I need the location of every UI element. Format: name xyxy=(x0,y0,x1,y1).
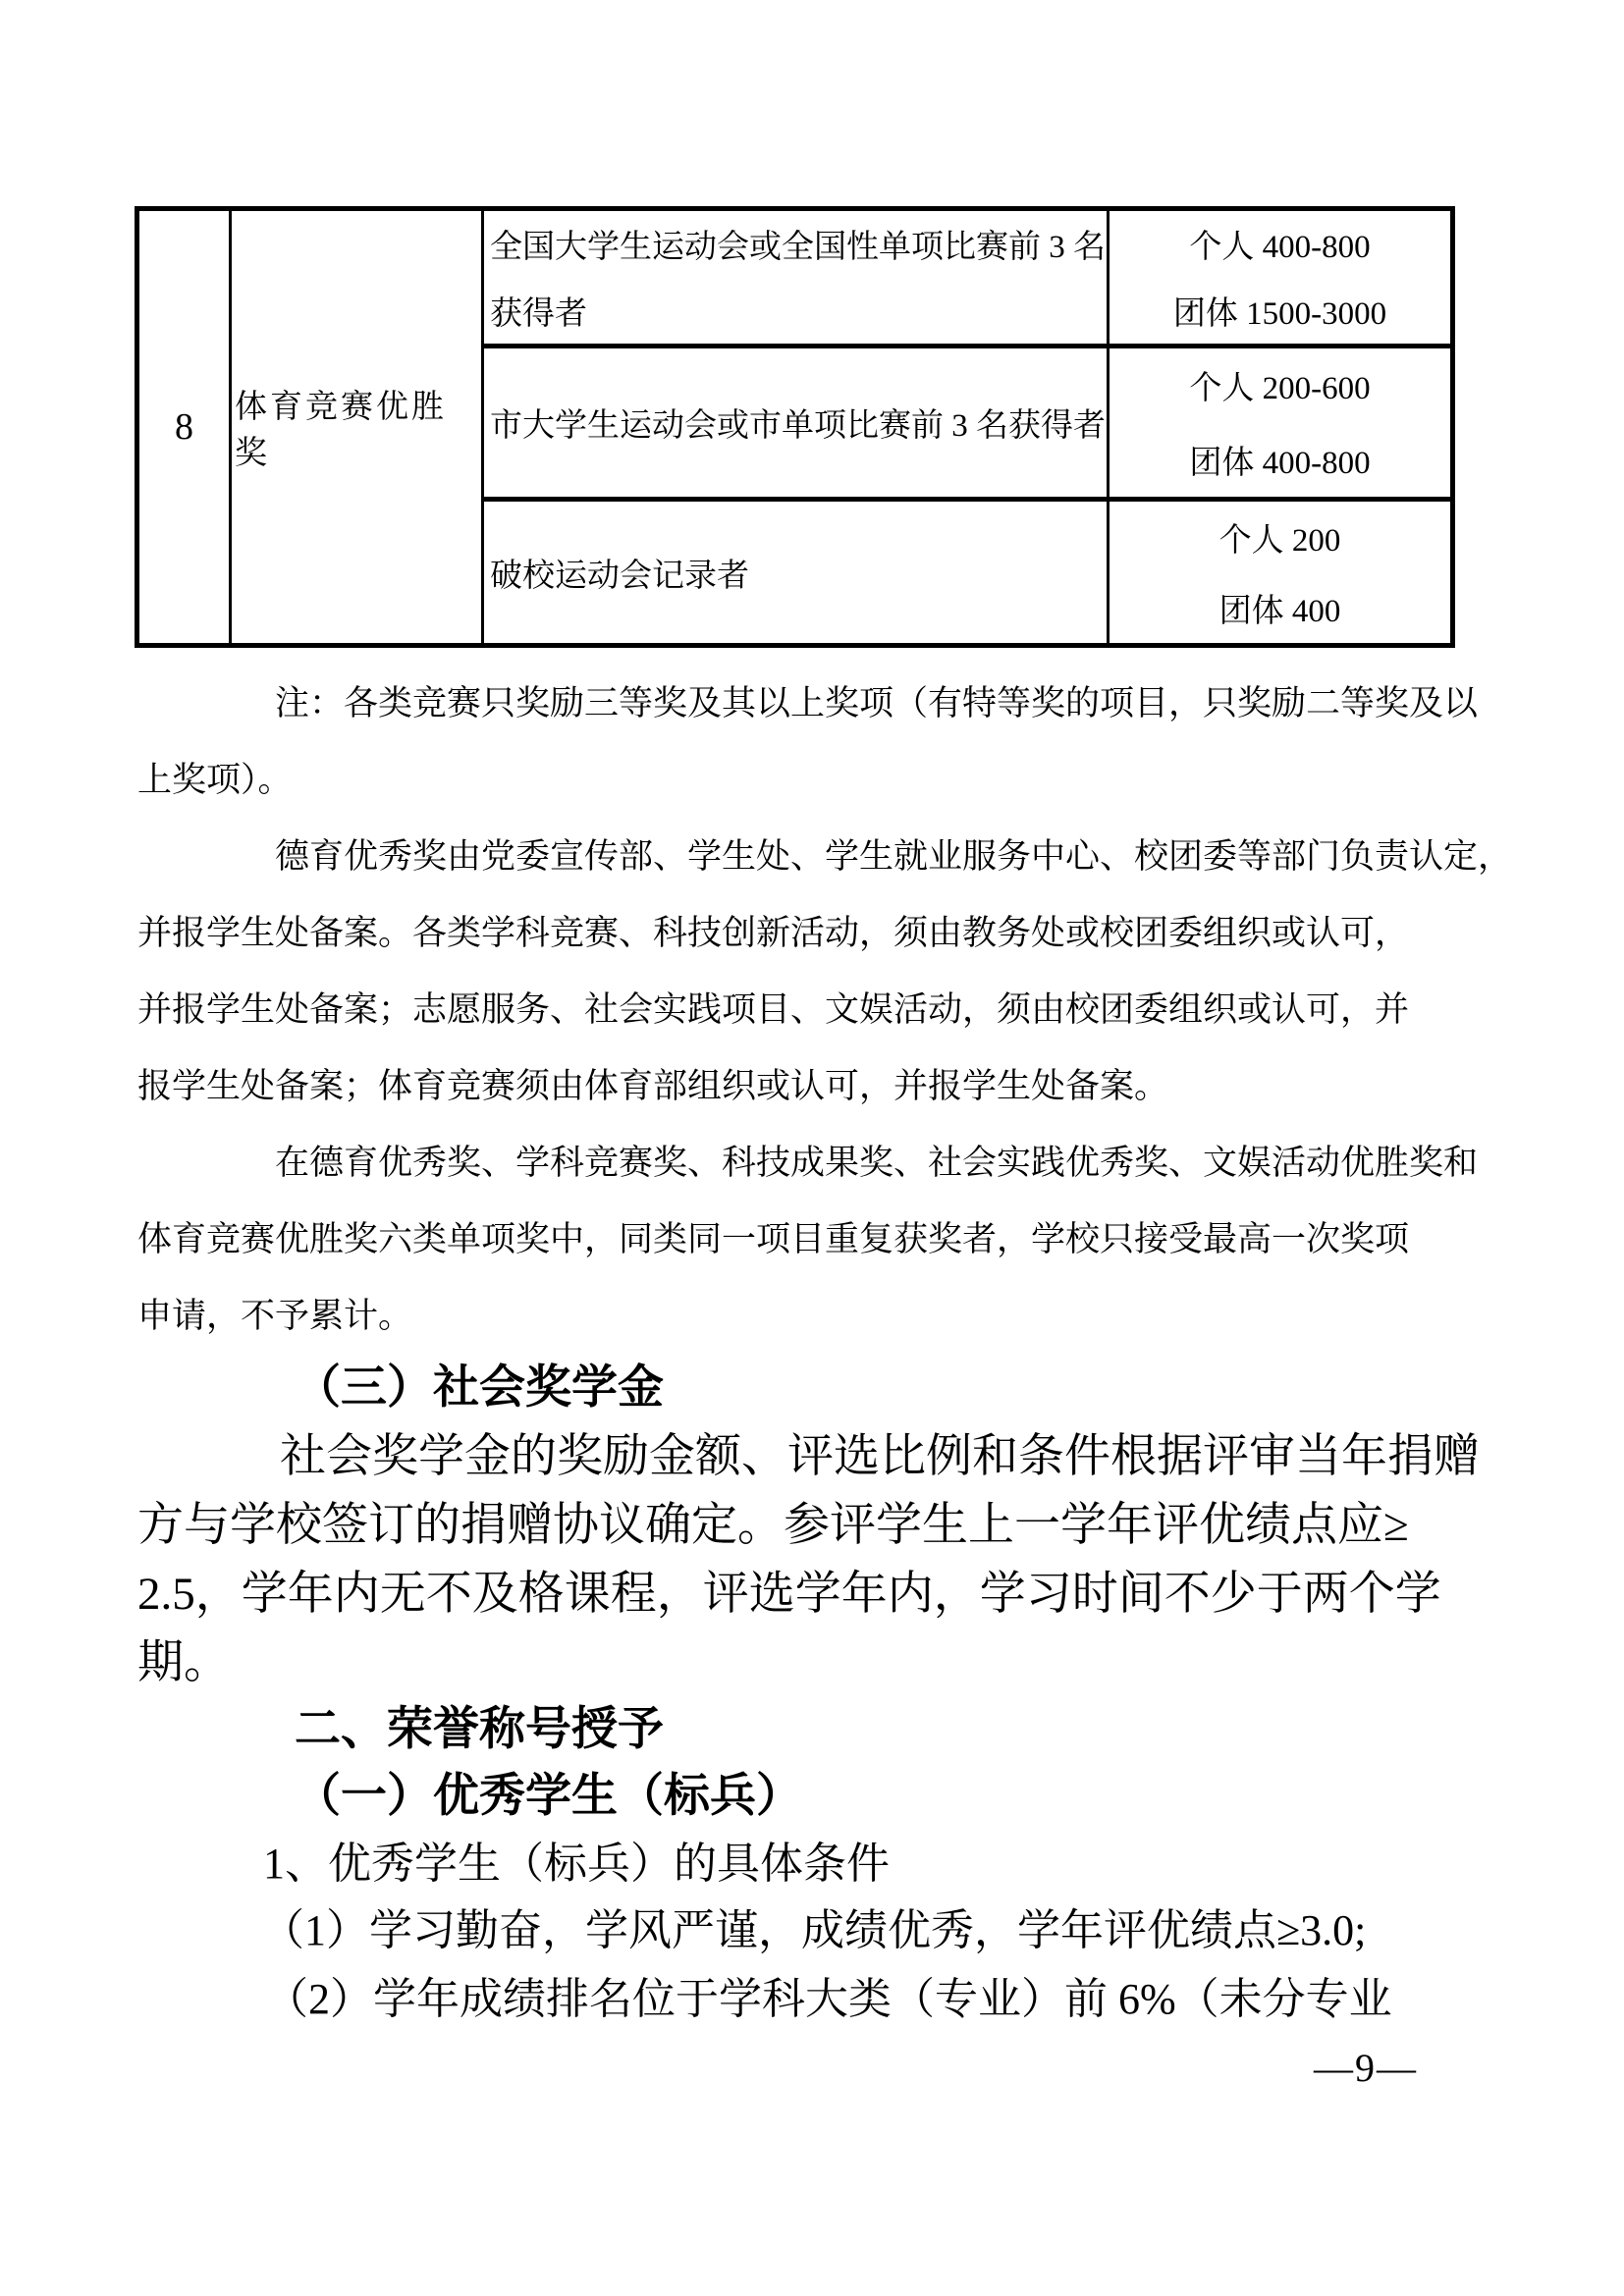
table-cell-amount-national xyxy=(1110,211,1450,348)
heading-honor-titles: 二、荣誉称号授予 xyxy=(295,1704,664,1755)
desc-line: 获得者 xyxy=(490,295,587,332)
table-cell-amount-record xyxy=(1110,502,1450,643)
amount-team: 团体 1500-3000 xyxy=(1172,295,1387,332)
item-condition-1: （1）学习勤奋，学风严谨，成绩优秀，学年评优绩点≥3.0; xyxy=(261,1906,1367,1954)
approval-line-4: 报学生处备案；体育竞赛须由体育部组织或认可，并报学生处备案。 xyxy=(137,1067,1169,1105)
item-conditions-title: 1、优秀学生（标兵）的具体条件 xyxy=(263,1840,890,1888)
norepeat-line-1: 在德育优秀奖、学科竞赛奖、科技成果奖、社会实践优秀奖、文娱活动优胜奖和 xyxy=(275,1144,1479,1182)
note-line-1: 注：各类竞赛只奖励三等奖及其以上奖项（有特等奖的项目，只奖励二等奖及以 xyxy=(275,684,1479,722)
social-line-1: 社会奖学金的奖励金额、评选比例和条件根据评审当年捐赠 xyxy=(280,1431,1480,1482)
heading-model-student: （一）优秀学生（标兵） xyxy=(295,1771,802,1822)
desc-line: 破校运动会记录者 xyxy=(490,558,749,594)
social-line-2: 方与学校签订的捐赠协议确定。参评学生上一学年评优绩点应≥ xyxy=(137,1500,1409,1551)
item-condition-2: （2）学年成绩排名位于学科大类（专业）前 6%（未分专业 xyxy=(265,1975,1392,2023)
approval-line-1: 德育优秀奖由党委宣传部、学生处、学生就业服务中心、校团委等部门负责认定， xyxy=(275,837,1513,876)
amount-individual: 个人 400-800 xyxy=(1189,230,1371,266)
amount-individual: 个人 200-600 xyxy=(1189,371,1371,407)
table-cell-desc-national xyxy=(484,211,1110,348)
award-table xyxy=(135,206,1455,648)
table-cell-amount-city xyxy=(1110,348,1450,502)
social-line-4: 期。 xyxy=(137,1637,230,1688)
heading-social-scholarship: （三）社会奖学金 xyxy=(295,1362,664,1414)
social-line-3: 2.5，学年内无不及格课程，评选学年内，学习时间不少于两个学 xyxy=(137,1569,1441,1620)
desc-line: 市大学生运动会或市单项比赛前 3 名获得者 xyxy=(490,408,1106,444)
amount-team: 团体 400 xyxy=(1218,593,1341,629)
amount-individual: 个人 200 xyxy=(1218,522,1341,559)
desc-line: 全国大学生运动会或全国性单项比赛前 3 名 xyxy=(490,230,1106,266)
norepeat-line-3: 申请，不予累计。 xyxy=(137,1297,413,1335)
approval-line-3: 并报学生处备案；志愿服务、社会实践项目、文娱活动，须由校团委组织或认可，并 xyxy=(137,990,1410,1029)
note-line-2: 上奖项）。 xyxy=(137,761,293,799)
table-cell-award-category: 体育竞赛优胜奖 xyxy=(232,211,484,643)
norepeat-line-2: 体育竞赛优胜奖六类单项奖中，同类同一项目重复获奖者，学校只接受最高一次奖项 xyxy=(137,1220,1410,1258)
table-cell-desc-record xyxy=(484,502,1110,643)
amount-team: 团体 400-800 xyxy=(1189,445,1371,481)
page-number: —9— xyxy=(1314,2046,1418,2090)
approval-line-2: 并报学生处备案。各类学科竞赛、科技创新活动，须由教务处或校团委组织或认可， xyxy=(137,914,1410,952)
table-cell-desc-city xyxy=(484,348,1110,502)
table-cell-row-number: 8 xyxy=(139,211,232,643)
